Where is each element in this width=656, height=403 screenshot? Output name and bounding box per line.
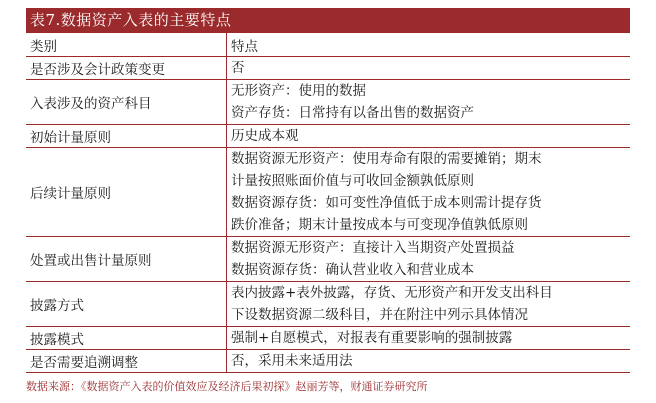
feature-line: 历史成本观 xyxy=(231,128,299,144)
feature-line: 否 xyxy=(231,60,245,76)
feature-line: 数据资源存货：确认营业收入和营业成本 xyxy=(231,262,474,278)
table-row xyxy=(26,80,630,125)
row-category: 处置或出售计量原则 xyxy=(26,237,227,282)
feature-line: 计量按照账面价值与可收回金额孰低原则 xyxy=(231,173,474,189)
row-category: 初始计量原则 xyxy=(26,125,227,148)
table-row xyxy=(26,327,630,350)
table-row xyxy=(26,57,630,80)
row-features xyxy=(227,125,631,148)
table-row xyxy=(26,148,630,237)
features-table xyxy=(26,33,630,373)
row-category: 披露方式 xyxy=(26,282,227,327)
feature-line: 数据资源存货：如可变性净值低于成本则需计提存货 xyxy=(231,195,542,211)
source-note: 数据来源：《数据资产入表的价值效应及经济后果初探》赵丽芳等，财通证券研究所 xyxy=(26,380,428,393)
feature-line: 表内披露+表外披露，存货、无形资产和开发支出科目 xyxy=(231,285,553,301)
row-features xyxy=(227,350,631,373)
feature-line: 资产存货：日常持有以备出售的数据资产 xyxy=(231,105,474,121)
feature-line: 强制+自愿模式，对报表有重要影响的强制披露 xyxy=(231,330,513,346)
row-features xyxy=(227,80,631,125)
row-category: 披露模式 xyxy=(26,327,227,350)
row-features xyxy=(227,327,631,350)
row-features xyxy=(227,237,631,282)
row-category: 是否涉及会计政策变更 xyxy=(26,57,227,80)
table-title: 表7.数据资产入表的主要特点 xyxy=(26,8,630,33)
row-features xyxy=(227,57,631,80)
feature-line: 下设数据资源二级科目，并在附注中列示具体情况 xyxy=(231,307,528,323)
row-features xyxy=(227,282,631,327)
row-category: 入表涉及的资产科目 xyxy=(26,80,227,125)
feature-line: 数据资源无形资产：使用寿命有限的需要摊销；期末 xyxy=(231,151,542,167)
row-category: 是否需要追溯调整 xyxy=(26,350,227,373)
table-row xyxy=(26,350,630,373)
table-row xyxy=(26,237,630,282)
header-features: 特点 xyxy=(227,33,631,57)
feature-line: 无形资产：使用的数据 xyxy=(231,83,366,99)
feature-line: 数据资源无形资产：直接计入当期资产处置损益 xyxy=(231,240,515,256)
header-category: 类别 xyxy=(26,33,227,57)
feature-line: 否，采用未来适用法 xyxy=(231,353,353,369)
row-category: 后续计量原则 xyxy=(26,148,227,237)
feature-line: 跌价准备；期末计量按成本与可变现净值孰低原则 xyxy=(231,217,528,233)
table-row xyxy=(26,282,630,327)
table-header-row xyxy=(26,33,630,57)
table-row xyxy=(26,125,630,148)
row-features xyxy=(227,148,631,237)
